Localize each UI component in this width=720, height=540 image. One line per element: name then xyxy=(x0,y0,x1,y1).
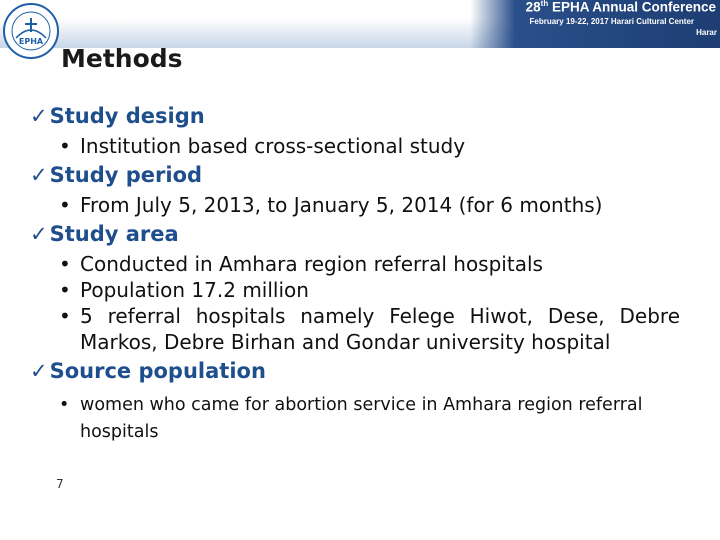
slide-title: Methods xyxy=(61,44,183,73)
heading-study-period: ✓Study period xyxy=(30,163,203,187)
bullet-item: • Population 17.2 million xyxy=(59,278,309,302)
bullet-item: • Institution based cross-sectional study xyxy=(59,134,466,158)
conference-dates: February 19-22, 2017 Harari Cultural Center xyxy=(529,17,694,26)
checkmark-icon: ✓ xyxy=(30,222,48,246)
page-number: 7 xyxy=(56,477,64,491)
bullet-item: • From July 5, 2013, to January 5, 2014 (for 6 months) xyxy=(59,193,603,217)
conference-banner xyxy=(0,0,720,48)
slide-content xyxy=(30,100,690,446)
checkmark-icon: ✓ xyxy=(30,104,48,128)
bullet-item: • Conducted in Amhara region referral hospitals xyxy=(59,252,543,276)
bullet-icon: • xyxy=(59,134,71,158)
banner-dark-panel xyxy=(470,0,720,48)
bullet-icon: • xyxy=(59,395,70,415)
bullet-item: • women who came for abortion service in Amhara region referral hospitals xyxy=(30,392,690,446)
bullet-icon: • xyxy=(59,193,71,217)
bullet-icon: • xyxy=(59,304,71,328)
conference-location: Harar xyxy=(696,28,717,37)
heading-source-population: ✓Source population xyxy=(30,359,266,383)
checkmark-icon: ✓ xyxy=(30,359,48,383)
bullet-icon: • xyxy=(59,252,71,276)
logo-text: EPHA xyxy=(18,37,44,46)
checkmark-icon: ✓ xyxy=(30,163,48,187)
heading-study-area: ✓Study area xyxy=(30,222,179,246)
bullet-item: • 5 referral hospitals namely Felege Hiwot, Dese, Debre Markos, Debre Birhan and Gondar university hospital xyxy=(59,304,680,354)
conference-title: 28th EPHA Annual Conference xyxy=(525,0,716,15)
heading-study-design: ✓Study design xyxy=(30,104,205,128)
bullet-icon: • xyxy=(59,278,71,302)
epha-logo-icon xyxy=(2,2,60,60)
